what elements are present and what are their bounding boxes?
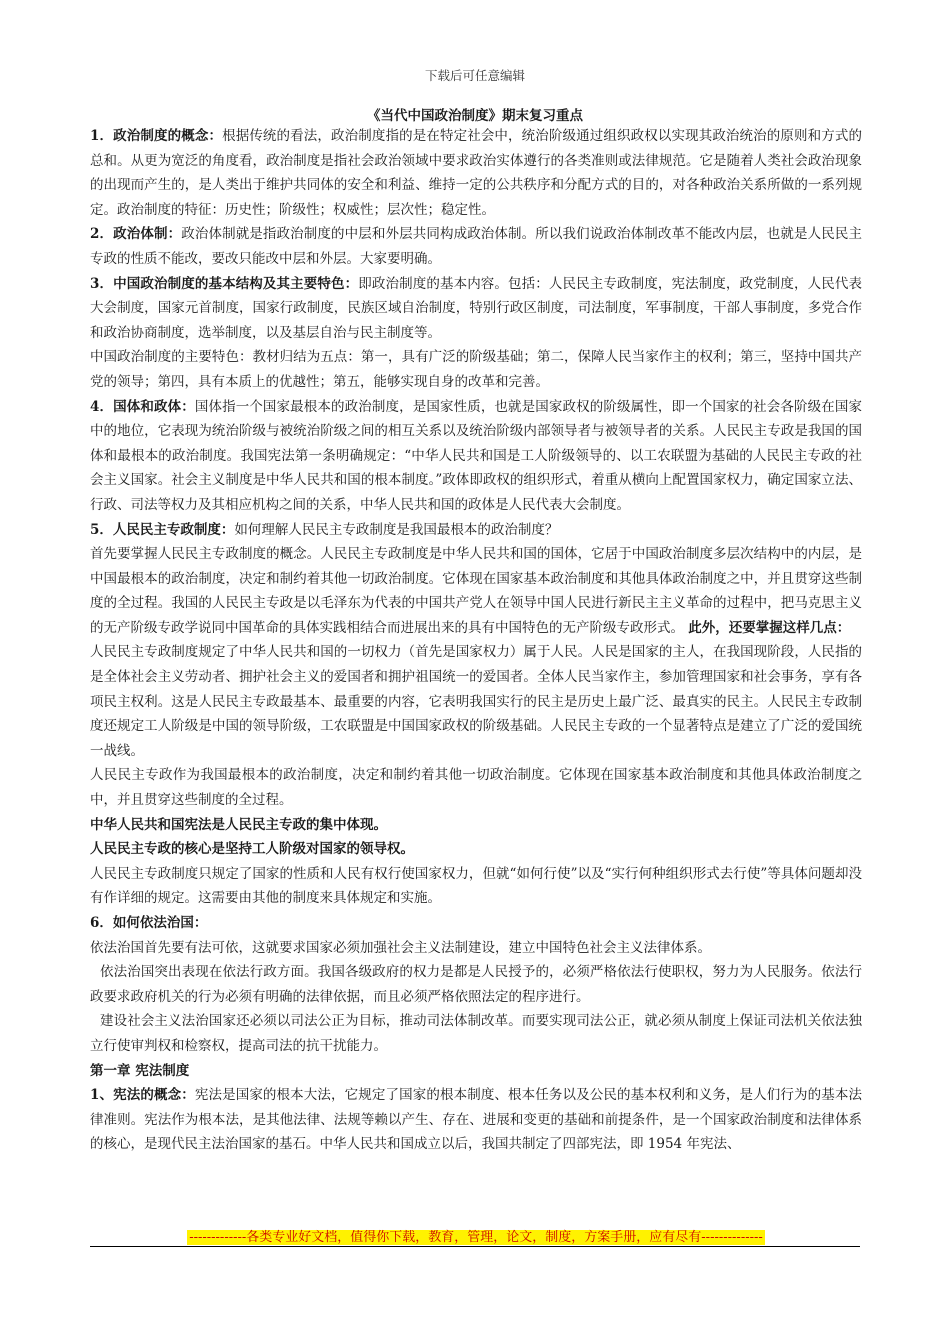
paragraph-peoples-democratic-dictatorship: [90, 518, 862, 543]
paragraph-law-administration: 依法治国突出表现在依法行政方面。我国各级政府的权力是都是人民授予的，必须严格依法行使职权，努力为人民服务。依法行政要求政府机关的行为必须有明确的法律依据，而且必须严格依照法定的程序进行。: [90, 964, 862, 1005]
section-heading: 4．国体和政体：: [90, 398, 195, 415]
chapter-title: [90, 1059, 862, 1084]
paragraph-political-system-concept: [90, 124, 862, 222]
paragraph-constitution-concept: [90, 1083, 862, 1157]
footer-banner: [90, 1226, 862, 1245]
section-heading: 1、宪法的概念：: [90, 1087, 195, 1104]
section-heading-rule-of-law: [90, 911, 862, 936]
paragraph-political-structure: [90, 222, 862, 271]
section-heading: 2．政治体制：: [90, 226, 182, 243]
paragraph-text: 如何理解人民民主专政制度是我国最根本的政治制度？: [234, 521, 559, 538]
paragraph-all-power: 人民民主专政制度规定了中华人民共和国的一切权力（首先是国家权力）属于人民。人民是国家的主人，在我国现阶段，人民指的是全体社会主义劳动者、拥护社会主义的爱国者和拥护祖国统一的爱国者。全体人民当家作主，参加管理国家和社会事务，享有各项民主权利。这是人民民主专政最基本、最重要的内容，它表明我国实行的民主是历史上最广泛、最真实的民主。人民民主专政制度还规定工人阶级是中国的领导阶级，工农联盟是中国国家政权的阶级基础。人民民主专政的一个显著特点是建立了广泛的爱国统一战线。: [90, 644, 862, 759]
paragraph-judicial-justice: 建设社会主义法治国家还必须以司法公正为目标，推动司法体制改革。而要实现司法公正，就必须从制度上保证司法机关依法独立行使审判权和检察权，提高司法的抗干扰能力。: [90, 1013, 862, 1054]
paragraph-basic-structure: [90, 272, 862, 346]
paragraph-text: 首先要掌握人民民主专政制度的概念。人民民主专政制度是中华人民共和国的国体，它居于中国政治制度多层次结构中的内层，是中国最根本的政治制度，决定和制约着其他一切政治制度。它体现在国家基本政治制度和其他具体政治制度之中，并且贯穿这些制度的全过程。我国的人民民主专政是以毛泽东为代表的中国共产党人在领导中国人民进行新民主主义革命的过程中，把马克思主义的无产阶级专政学说同中国革命的具体实践相结合而进展出来的具有中国特色的无产阶级专政形式。: [90, 546, 862, 636]
footer-divider: [90, 1246, 860, 1247]
section-heading: 3．中国政治制度的基本结构及其主要特色：: [90, 275, 359, 292]
bold-statement-constitution: [90, 813, 862, 838]
bold-text: 中华人民共和国宪法是人民民主专政的集中体现。: [90, 816, 387, 833]
document-body: [90, 124, 862, 1157]
header-note: 下载后可任意编辑: [424, 68, 525, 83]
bold-text: 人民民主专政的核心是坚持工人阶级对国家的领导权。: [90, 841, 414, 858]
document-title: 《当代中国政治制度》期末复习重点: [367, 108, 583, 124]
paragraph-law-basis: 依法治国首先要有法可依，这就要求国家必须加强社会主义法制建设，建立中国特色社会主义法律体系。: [90, 939, 711, 956]
paragraph-text: 根据传统的看法，政治制度指的是在特定社会中，统治阶级通过组织政权以实现其政治统治的原则和方式的总和。从更为宽泛的角度看，政治制度是指社会政治领域中要求政治实体遵行的各类准则或法律规范。它是随着人类社会政治现象的出现而产生的，是人类出于维护共同体的安全和利益、维持一定的公共秩序和分配方式的目的，对各种政治关系所做的一系列规定。政治制度的特征：历史性；阶级性；权威性；层次性；稳定性。: [90, 128, 862, 218]
bold-statement-core: [90, 837, 862, 862]
chapter-heading: 第一章 宪法制度: [90, 1062, 190, 1079]
paragraph-text: 政治体制就是指政治制度的中层和外层共同构成政治体制。所以我们说政治体制改革不能改内层，也就是人民民主专政的性质不能改，要改只能改中层和外层。大家要明确。: [90, 226, 862, 267]
paragraph-implementation: 人民民主专政制度只规定了国家的性质和人民有权行使国家权力，但就“如何行使”以及“实行何种组织形式去行使”等具体问题却没有作详细的规定。这需要由其他的制度来具体规定和实施。: [90, 865, 862, 907]
section-heading: 6．如何依法治国：: [90, 915, 208, 931]
paragraph-text: 宪法是国家的根本大法，它规定了国家的根本制度、根本任务以及公民的基本权利和义务，是人们行为的基本法律准则。宪法作为根本法，是其他法律、法规等赖以产生、存在、进展和变更的基础和前提条件，是一个国家政治制度和法律体系的核心，是现代民主法治国家的基石。中华人民共和国成立以后，我国共制定了四部宪法，即 1954 年宪法、: [90, 1087, 862, 1153]
paragraph-fundamental-system: 人民民主专政作为我国最根本的政治制度，决定和制约着其他一切政治制度。它体现在国家基本政治制度和其他具体政治制度之中，并且贯穿这些制度的全过程。: [90, 767, 862, 809]
paragraph-main-features: 中国政治制度的主要特色：教材归结为五点：第一，具有广泛的阶级基础；第二，保障人民当家作主的权利；第三，坚持中国共产党的领导；第四，具有本质上的优越性；第五，能够实现自身的改革和完善。: [90, 349, 862, 390]
section-heading: 5．人民民主专政制度：: [90, 521, 235, 538]
paragraph-concept-explanation: [90, 542, 862, 640]
paragraph-text: 国体指一个国家最根本的政治制度，是国家性质，也就是国家政权的阶级属性，即一个国家的社会各阶级在国家中的地位，它表现为统治阶级与被统治阶级之间的相互关系以及统治阶级内部领导者与被领导者的关系。人民民主专政是我国的国体和最根本的政治制度。我国宪法第一条明确规定：“中华人民共和国是工人阶级领导的、以工农联盟为基础的人民民主专政的社会主义国家。社会主义制度是中华人民共和国的根本制度。”政体即政权的组织形式，着重从横向上配置国家权力，确定国家立法、行政、司法等权力及其相应机构之间的关系，中华人民共和国的政体是人民代表大会制度。: [90, 398, 862, 513]
paragraph-state-system: [90, 395, 862, 518]
footer-text: -------------各类专业好文档，值得你下载，教育，管理，论文，制度，方案手册，应有尽有--------------: [189, 1230, 763, 1245]
section-heading: 1．政治制度的概念：: [90, 128, 223, 144]
bold-note: 此外，还要掌握这样几点：: [688, 619, 851, 636]
paragraph-text: 即政治制度的基本内容。包括：人民民主专政制度，宪法制度，政党制度，人民代表大会制度，国家元首制度，国家行政制度，民族区域自治制度，特别行政区制度，司法制度，军事制度，干部人事制度，多党合作和政治协商制度，选举制度，以及基层自治与民主制度等。: [90, 275, 862, 341]
